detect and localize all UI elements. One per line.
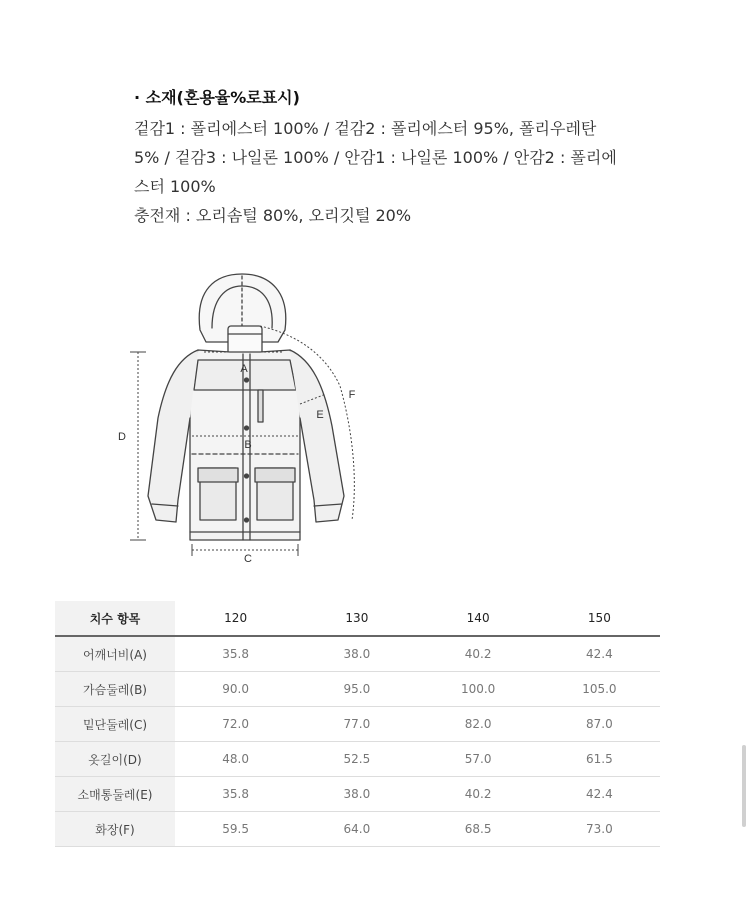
table-row (55, 707, 660, 742)
table-cell: 52.5 (296, 742, 417, 777)
table-cell: 90.0 (175, 672, 296, 707)
row-label: 화장(F) (55, 812, 175, 847)
table-cell: 42.4 (539, 777, 660, 812)
header-cell-size: 130 (296, 601, 417, 636)
diagram-label-a: A (240, 363, 248, 375)
table-cell: 72.0 (175, 707, 296, 742)
material-title: · 소재(혼용율%로표시) (134, 88, 300, 107)
table-cell: 48.0 (175, 742, 296, 777)
size-table (55, 601, 660, 847)
jacket-measurement-diagram (100, 268, 370, 568)
table-row (55, 777, 660, 812)
material-section (134, 86, 654, 230)
material-line: 충전재 : 오리솜털 80%, 오리깃털 20% (134, 206, 412, 225)
diagram-label-f: F (348, 389, 356, 401)
row-label: 가슴둘레(B) (55, 672, 175, 707)
table-cell: 35.8 (175, 777, 296, 812)
table-cell: 82.0 (418, 707, 539, 742)
row-label: 소매통둘레(E) (55, 777, 175, 812)
size-table-container (55, 601, 660, 847)
table-cell: 40.2 (418, 777, 539, 812)
row-label: 어깨너비(A) (55, 636, 175, 672)
table-cell: 38.0 (296, 777, 417, 812)
table-cell: 38.0 (296, 636, 417, 672)
table-cell: 64.0 (296, 812, 417, 847)
table-row (55, 742, 660, 777)
table-cell: 77.0 (296, 707, 417, 742)
table-cell: 95.0 (296, 672, 417, 707)
diagram-label-b: B (244, 439, 252, 451)
table-cell: 40.2 (418, 636, 539, 672)
diagram-label-d: D (118, 431, 126, 443)
material-line: 스터 100% (134, 177, 216, 196)
page-scrollbar[interactable] (742, 745, 746, 827)
table-cell: 57.0 (418, 742, 539, 777)
row-label: 밑단둘레(C) (55, 707, 175, 742)
material-line: 5% / 겉감3 : 나일론 100% / 안감1 : 나일론 100% / 안감2 : 폴리에 (134, 148, 617, 167)
table-cell: 73.0 (539, 812, 660, 847)
header-cell-item: 치수 항목 (55, 601, 175, 636)
table-cell: 35.8 (175, 636, 296, 672)
table-cell: 105.0 (539, 672, 660, 707)
table-cell: 42.4 (539, 636, 660, 672)
row-label: 옷길이(D) (55, 742, 175, 777)
header-cell-size: 150 (539, 601, 660, 636)
diagram-label-c: C (244, 553, 252, 565)
table-row (55, 672, 660, 707)
header-cell-size: 120 (175, 601, 296, 636)
size-table-header (55, 601, 660, 636)
jacket-illustration (100, 268, 370, 568)
table-cell: 68.5 (418, 812, 539, 847)
table-cell: 59.5 (175, 812, 296, 847)
header-cell-size: 140 (418, 601, 539, 636)
table-cell: 61.5 (539, 742, 660, 777)
table-row (55, 812, 660, 847)
table-cell: 87.0 (539, 707, 660, 742)
table-row (55, 636, 660, 672)
material-line: 겉감1 : 폴리에스터 100% / 겉감2 : 폴리에스터 95%, 폴리우레탄 (134, 119, 597, 138)
diagram-label-e: E (316, 409, 324, 421)
table-cell: 100.0 (418, 672, 539, 707)
